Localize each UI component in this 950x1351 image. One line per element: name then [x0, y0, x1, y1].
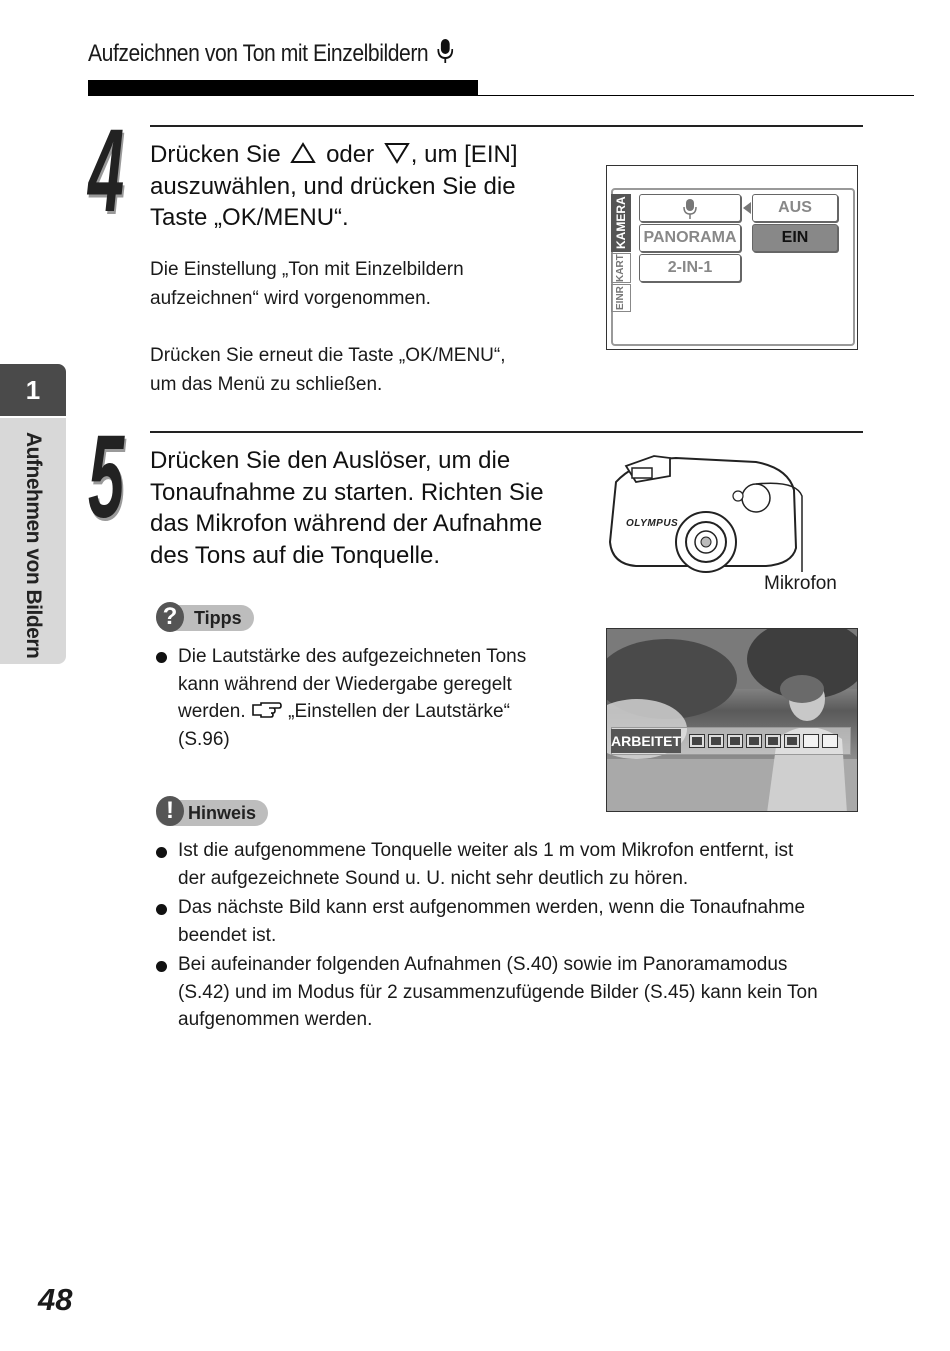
playback-photo	[606, 628, 858, 812]
microphone-icon	[437, 38, 453, 64]
left-triangle-icon	[743, 202, 751, 214]
step5-title-line4: des Tons auf die Tonquelle.	[150, 541, 441, 569]
step4-para1-line2: aufzeichnen“ wird vorgenommen.	[150, 288, 431, 309]
tips-bullet	[156, 652, 167, 663]
hinweis-item3-line1: Bei aufeinander folgenden Aufnahmen (S.40) sowie im Panoramamodus	[178, 954, 788, 975]
hinweis-label: Hinweis	[156, 800, 268, 826]
step4-para2-line1: Drücken Sie erneut die Taste „OK/MENU“,	[150, 345, 506, 366]
menu-item-panorama: PANORAMA	[639, 224, 741, 252]
step4-title-line2: auszuwählen, und drücken Sie die	[150, 172, 516, 200]
step4-para1-line1: Die Einstellung „Ton mit Einzelbildern	[150, 259, 464, 280]
pointing-hand-icon	[251, 701, 283, 719]
page-header-title	[88, 38, 453, 68]
menu-option-ein: EIN	[752, 224, 838, 252]
tips-text	[178, 643, 526, 753]
hinweis-item3-line2: (S.42) und im Modus für 2 zusammenzufügende Bilder (S.45) kann kein Ton	[178, 981, 818, 1003]
hinweis-badge	[156, 796, 268, 826]
hinweis-item-3	[178, 951, 818, 1034]
hinweis-item-1	[178, 837, 793, 892]
step4-paragraph-2	[150, 341, 506, 399]
lcd-menu-illustration	[606, 165, 858, 350]
step5-title-line2: Tonaufnahme zu starten. Richten Sie	[150, 478, 544, 506]
step4-title-post: , um [EIN]	[410, 141, 518, 168]
progress-cell	[708, 734, 724, 748]
step4-title-mid: oder	[326, 141, 375, 168]
hinweis-item2-line2: beendet ist.	[178, 924, 277, 946]
menu-item-microphone	[639, 194, 741, 222]
step4-paragraph-1	[150, 255, 464, 313]
chapter-number-tab: 1	[0, 364, 66, 416]
menu-tab-einr: EINR	[611, 284, 631, 312]
progress-cell	[746, 734, 762, 748]
exclamation-icon: !	[156, 796, 184, 826]
step4-rule	[150, 125, 863, 127]
progress-cell	[822, 734, 838, 748]
hinweis-item3-line3: aufgenommen werden.	[178, 1009, 373, 1030]
menu-tab-kart: KART	[611, 253, 631, 283]
step5-title	[150, 445, 600, 571]
step4-title	[150, 139, 590, 234]
header-bar	[88, 80, 478, 96]
progress-cell	[727, 734, 743, 748]
progress-cell	[765, 734, 781, 748]
busy-label: ARBEITET	[611, 729, 681, 753]
camera-brand-logo: OLYMPUS	[626, 518, 679, 529]
tips-line2: kann während der Wiedergabe geregelt	[178, 673, 512, 695]
hinweis-item2-line1: Das nächste Bild kann erst aufgenommen werden, wenn die Tonaufnahme	[178, 897, 806, 918]
step5-title-line1: Drücken Sie den Auslöser, um die	[150, 447, 511, 474]
step-number-4: 4	[88, 105, 125, 237]
step4-title-pre: Drücken Sie	[150, 141, 281, 168]
menu-item-2in1: 2-IN-1	[639, 254, 741, 282]
hinweis-bullet-3	[156, 961, 167, 972]
menu-option-aus: AUS	[752, 194, 838, 222]
page-number: 48	[38, 1282, 73, 1317]
menu-tab-kamera: KAMERA	[611, 194, 631, 252]
tips-line3	[178, 698, 526, 726]
step4-para2-line2: um das Menü zu schließen.	[150, 374, 383, 395]
photo-scene	[607, 629, 858, 812]
camera-illustration	[606, 452, 806, 576]
tips-line3-post: „Einstellen der Lautstärke“	[288, 701, 510, 722]
microphone-label: Mikrofon	[764, 573, 837, 594]
step5-rule	[150, 431, 863, 433]
header-title-text: Aufzeichnen von Ton mit Einzelbildern	[88, 40, 429, 67]
busy-progress	[689, 734, 838, 748]
down-arrow-icon	[384, 142, 410, 164]
microphone-icon	[683, 198, 697, 220]
tips-line3-pre: werden.	[178, 701, 246, 722]
progress-cell	[803, 734, 819, 748]
hinweis-item-2	[178, 894, 805, 949]
step5-title-line3: das Mikrofon während der Aufnahme	[150, 510, 543, 537]
up-arrow-icon	[290, 142, 316, 164]
tips-line1: Die Lautstärke des aufgezeichneten Tons	[178, 646, 527, 667]
header-rule	[478, 95, 914, 96]
step4-title-line3: Taste „OK/MENU“.	[150, 204, 349, 231]
progress-cell	[784, 734, 800, 748]
progress-cell	[689, 734, 705, 748]
tips-badge	[156, 602, 254, 631]
tips-label: Tipps	[156, 605, 254, 631]
hinweis-bullet-2	[156, 904, 167, 915]
chapter-tab-label: Aufnehmen von Bildern	[22, 432, 45, 659]
hinweis-bullet-1	[156, 847, 167, 858]
hinweis-item1-line2: der aufgezeichnete Sound u. U. nicht sehr deutlich zu hören.	[178, 867, 689, 889]
hinweis-item1-line1: Ist die aufgenommene Tonquelle weiter als 1 m vom Mikrofon entfernt, ist	[178, 840, 794, 861]
step-number-5: 5	[88, 411, 125, 543]
tips-line4: (S.96)	[178, 728, 230, 750]
question-icon: ?	[156, 602, 184, 632]
